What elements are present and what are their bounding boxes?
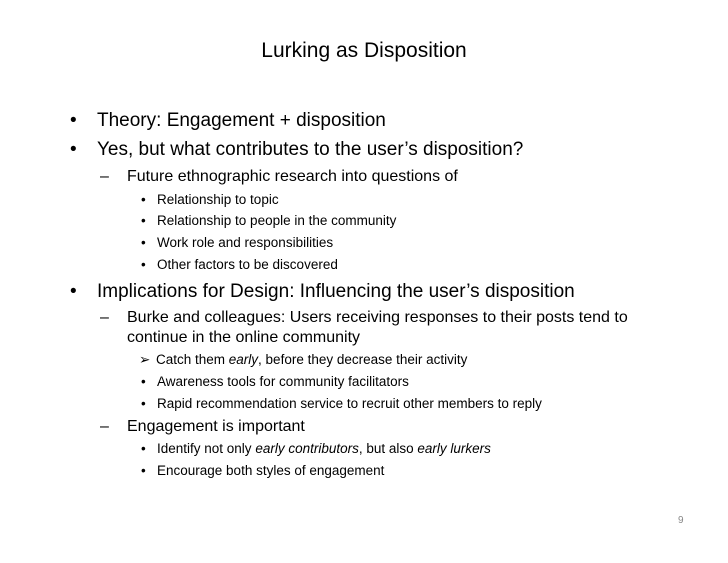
bullet-l2: – (100, 168, 109, 185)
bullet-l1: • (70, 110, 77, 131)
bullet-l3: • (141, 441, 146, 456)
bullet-l1: • (70, 139, 77, 160)
bullet-burke-line1: Burke and colleagues: Users receiving responses to their posts tend to (127, 309, 628, 326)
bullet-l2: – (100, 418, 109, 435)
bullet-catch-early: Catch them early, before they decrease their activity (156, 352, 468, 367)
bullet-rapid-recommendation: Rapid recommendation service to recruit other members to reply (157, 396, 542, 411)
slide-title: Lurking as Disposition (261, 39, 467, 62)
bullet-l3: • (141, 396, 146, 411)
bullet-awareness-tools: Awareness tools for community facilitators (157, 374, 409, 389)
bullet-encourage: Encourage both styles of engagement (157, 463, 385, 478)
bullet-l3: • (141, 374, 146, 389)
bullet-l3: • (141, 235, 146, 250)
bullet-l3: • (141, 257, 146, 272)
bullet-l2: – (100, 309, 109, 326)
bullet-work-role: Work role and responsibilities (157, 235, 334, 250)
bullet-implications: Implications for Design: Influencing the user’s disposition (97, 281, 575, 302)
bullet-burke-line2: continue in the online community (127, 329, 361, 346)
bullet-l1: • (70, 281, 77, 302)
bullet-relationship-people: Relationship to people in the community (157, 213, 397, 228)
bullet-engagement-important: Engagement is important (127, 418, 305, 435)
bullet-yes-but: Yes, but what contributes to the user’s disposition? (97, 139, 524, 160)
bullet-l3: • (141, 213, 146, 228)
page-number: 9 (678, 515, 684, 526)
bullet-theory: Theory: Engagement + disposition (97, 110, 386, 131)
bullet-future-research: Future ethnographic research into questions of (127, 168, 458, 185)
bullet-relationship-topic: Relationship to topic (157, 192, 279, 207)
bullet-l3: • (141, 463, 146, 478)
arrow-bullet-icon: ➢ (139, 352, 151, 367)
bullet-other-factors: Other factors to be discovered (157, 257, 338, 272)
bullet-l3: • (141, 192, 146, 207)
bullet-identify: Identify not only early contributors, but also early lurkers (157, 441, 491, 456)
